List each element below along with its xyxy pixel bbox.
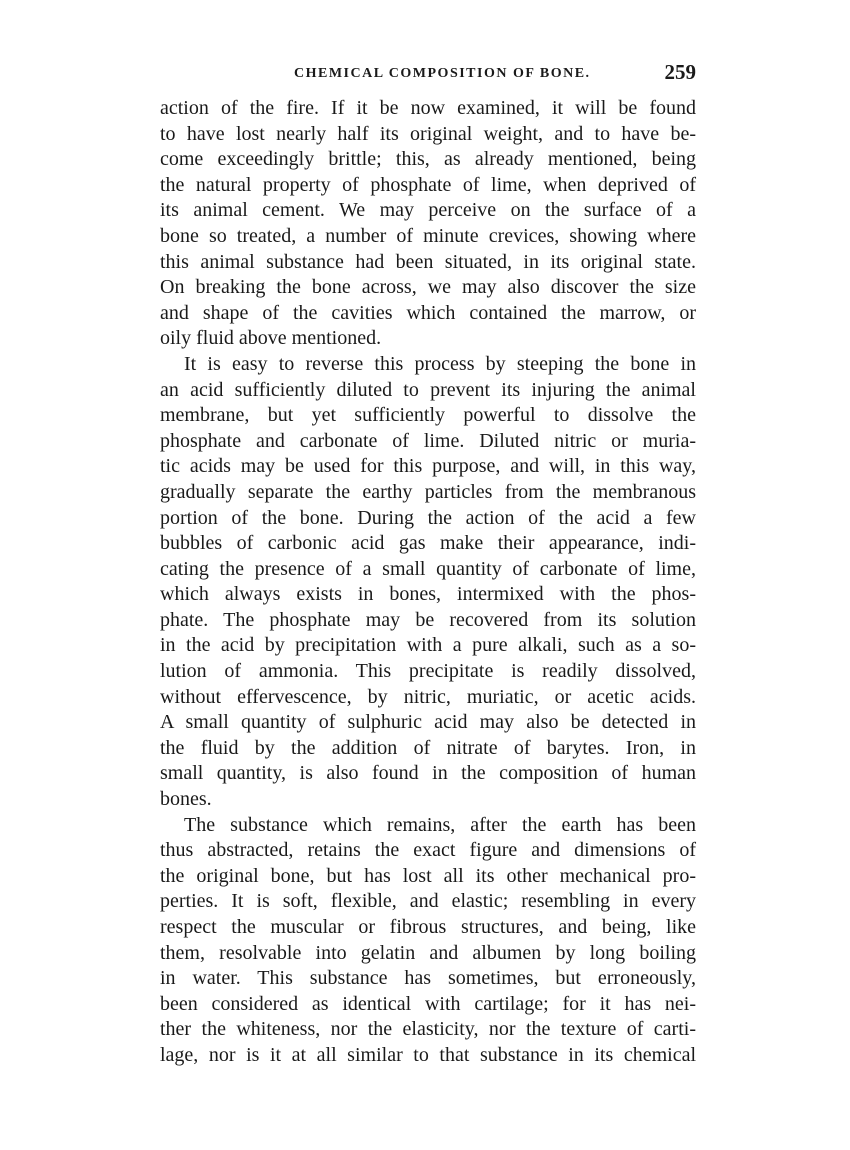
text-line: oily fluid above mentioned.: [160, 327, 382, 350]
text-line: in water. This substance has sometimes, but erroneously,: [160, 967, 696, 990]
text-line: lage, nor is it at all similar to that substance in its chemical: [160, 1043, 696, 1066]
text-line: cating the presence of a small quantity of carbonate of lime,: [160, 557, 696, 580]
text-line: the natural property of phosphate of lime, when deprived of: [160, 173, 696, 196]
text-line: small quantity, is also found in the composition of human: [160, 762, 696, 785]
text-line: portion of the bone. During the action of the acid a few: [160, 506, 696, 529]
text-line: perties. It is soft, flexible, and elastic; resembling in every: [160, 890, 696, 913]
text-line: an acid sufficiently diluted to prevent its injuring the animal: [160, 378, 696, 401]
text-line: to have lost nearly half its original weight, and to have be-: [160, 122, 696, 145]
text-line: which always exists in bones, intermixed with the phos-: [160, 583, 696, 606]
text-line: bubbles of carbonic acid gas make their appearance, indi-: [160, 532, 696, 555]
text-line: bone so treated, a number of minute crevices, showing where: [160, 224, 696, 247]
text-line: phosphate and carbonate of lime. Diluted nitric or muria-: [160, 429, 696, 452]
running-title: CHEMICAL COMPOSITION OF BONE.: [294, 66, 591, 81]
page-header: [160, 60, 696, 88]
text-line: this animal substance had been situated, in its original state.: [160, 250, 696, 273]
text-line: without effervescence, by nitric, muriatic, or acetic acids.: [160, 685, 696, 708]
text-line: in the acid by precipitation with a pure alkali, such as a so-: [160, 634, 696, 657]
text-line: the fluid by the addition of nitrate of barytes. Iron, in: [160, 736, 696, 759]
text-line: phate. The phosphate may be recovered from its solution: [160, 608, 696, 631]
text-line: The substance which remains, after the earth has been: [184, 813, 696, 836]
text-line: On breaking the bone across, we may also discover the size: [160, 276, 696, 299]
text-line: come exceedingly brittle; this, as already mentioned, being: [160, 148, 696, 171]
text-line: respect the muscular or fibrous structures, and being, like: [160, 916, 696, 938]
text-line: ther the whiteness, nor the elasticity, nor the texture of carti-: [160, 1018, 696, 1041]
text-line: lution of ammonia. This precipitate is readily dissolved,: [160, 660, 696, 683]
text-line: tic acids may be used for this purpose, and will, in this way,: [160, 455, 696, 478]
text-line: It is easy to reverse this process by steeping the bone in: [184, 352, 696, 375]
text-line: the original bone, but has lost all its other mechanical pro-: [160, 864, 696, 887]
text-line: gradually separate the earthy particles from the membranous: [160, 480, 696, 503]
body-text: [160, 96, 696, 1069]
text-line: membrane, but yet sufficiently powerful to dissolve the: [160, 404, 696, 427]
text-line: A small quantity of sulphuric acid may also be detected in: [160, 711, 696, 734]
text-line: and shape of the cavities which contained the marrow, or: [160, 301, 696, 324]
text-line: thus abstracted, retains the exact figure and dimensions of: [160, 839, 696, 862]
text-line: action of the fire. If it be now examined, it will be found: [160, 97, 696, 119]
text-line: been considered as identical with cartilage; for it has nei-: [160, 992, 696, 1015]
page-number: 259: [664, 60, 696, 84]
text-line: its animal cement. We may perceive on the surface of a: [160, 199, 696, 222]
text-line: bones.: [160, 788, 212, 811]
text-line: them, resolvable into gelatin and albumen by long boiling: [160, 941, 696, 964]
